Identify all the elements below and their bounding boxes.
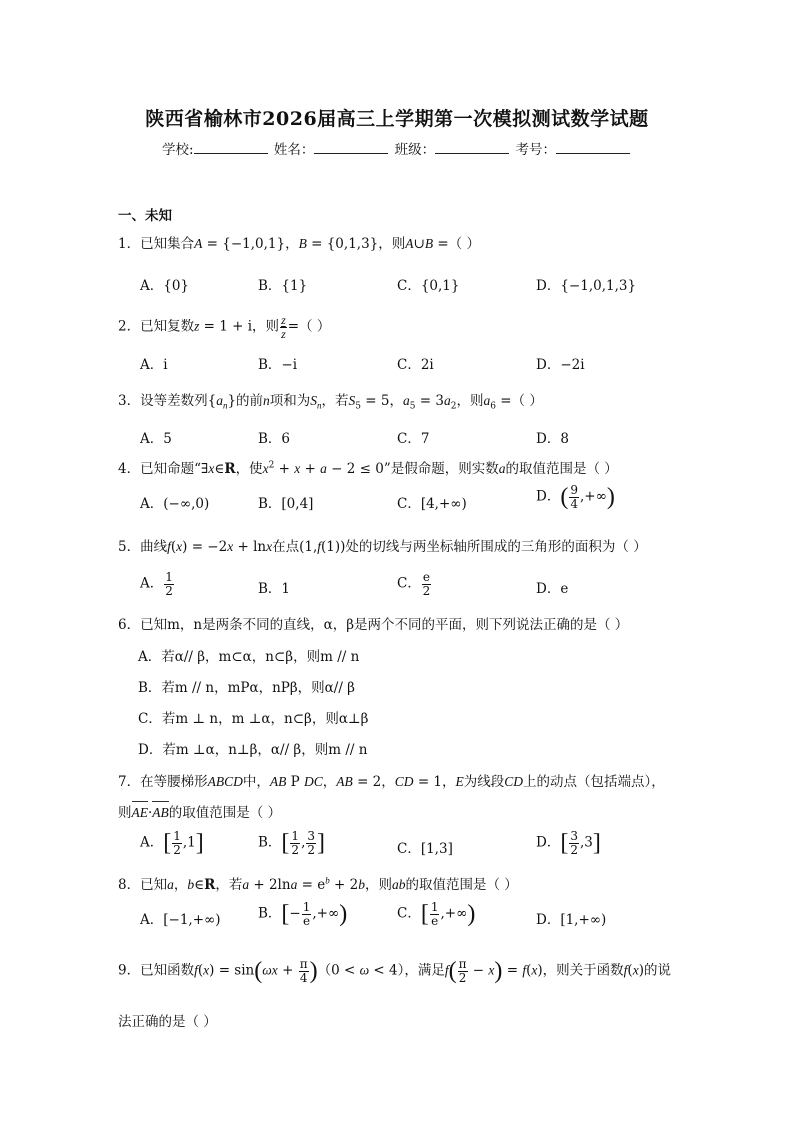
question-9-stem-line2: 法正确的是（ ） (118, 1014, 217, 1030)
class-blank[interactable] (435, 141, 509, 154)
student-info-line (0, 138, 794, 158)
question-7-option-b[interactable]: B．[ $\frac{1}{2}$ , $\frac{3}{2}$ ] (258, 829, 325, 857)
question-1-stem: 1．已知集合A = {−1,0,1}，B = {0,1,3}，则A∪B =（ ） (118, 236, 480, 252)
question-4-stem: 4．已知命题“∃x∈R，使$x^2 + x + a - 2 \le 0$”是假命题，则实数a的取值范围是（ ） (118, 460, 618, 477)
question-8-option-b[interactable]: B．[− $\frac{1}{e}$ ,+∞) (258, 900, 348, 928)
question-5-stem: 5．曲线f(x) = −2x + lnx在点(1,f(1))处的切线与两坐标轴所围成的三角形的面积为（ ） (118, 539, 647, 555)
question-1-option-a[interactable]: A．{0} (140, 278, 190, 294)
school-blank[interactable] (194, 141, 268, 154)
question-3-option-c[interactable]: C．7 (397, 431, 430, 447)
question-1-option-d[interactable]: D．{−1,0,1,3} (536, 278, 637, 294)
question-8-stem: 8．已知a，b∈R，若$a + 2\ln a = e^b + 2b$，则ab的取值范围是（ ） (118, 875, 518, 893)
name-label: 姓名： (273, 142, 315, 158)
question-7-option-c[interactable]: C．[1,3] (397, 841, 453, 857)
question-7-stem: 7．在等腰梯形ABCD中，AB P DC，AB = 2，CD = 1，E为线段CD上的动点（包括端点）， (118, 774, 665, 790)
question-5-option-d[interactable]: D．e (536, 581, 569, 597)
question-4-option-c[interactable]: C．[4,+∞) (397, 496, 467, 512)
question-6-option-c[interactable]: C．若m ⊥ n，m ⊥α，n⊂β，则α⊥β (138, 711, 369, 727)
question-4-option-d[interactable]: D．( $\frac{9}{4}$ ,+∞) (536, 483, 615, 511)
class-label: 班级： (394, 142, 436, 158)
question-4-option-b[interactable]: B．[0,4] (258, 496, 314, 512)
question-3-option-b[interactable]: B．6 (258, 431, 291, 447)
question-3-option-a[interactable]: A．5 (140, 431, 172, 447)
question-1-option-b[interactable]: B．{1} (258, 278, 308, 294)
question-8-option-a[interactable]: A．[−1,+∞) (140, 912, 221, 928)
exam-no-blank[interactable] (556, 141, 630, 154)
question-2-option-a[interactable]: A．i (140, 357, 168, 373)
question-6-option-b[interactable]: B．若m // n，mPα，nPβ，则α// β (138, 680, 355, 696)
page-title: 陕西省榆林市2026届高三上学期第一次模拟测试数学试题 (145, 108, 649, 130)
question-5-option-a[interactable]: A． $\frac{1}{2}$ (140, 570, 173, 598)
question-6-option-d[interactable]: D．若m ⊥α，n⊥β，α// β，则m // n (138, 742, 368, 758)
question-1-option-c[interactable]: C．{0,1} (397, 278, 460, 294)
question-6-option-a[interactable]: A．若α// β，m⊂α，n⊂β，则m // n (138, 649, 360, 665)
exam-no-label: 考号： (515, 142, 556, 158)
question-2-option-d[interactable]: D．−2i (536, 357, 585, 373)
question-2-stem: 2．已知复数z = 1 + i，则 $\frac{z}{z}$ =（ ） (118, 313, 331, 341)
question-4-option-a[interactable]: A．(−∞,0) (140, 496, 210, 512)
question-7-option-a[interactable]: A．[ $\frac{1}{2}$ ,1] (140, 829, 204, 857)
question-8-option-d[interactable]: D．[1,+∞) (536, 912, 607, 928)
question-3-option-d[interactable]: D．8 (536, 431, 569, 447)
question-8-option-c[interactable]: C．[ $\frac{1}{e}$ ,+∞) (397, 900, 476, 928)
question-2-option-c[interactable]: C．2i (397, 357, 434, 373)
question-5-option-b[interactable]: B．1 (258, 581, 291, 597)
section-heading: 一、未知 (118, 208, 172, 224)
school-label: 学校: (162, 142, 194, 158)
question-3-stem: 3．设等差数列$\{a_n\}$的前n项和为$S_n$，若$S_5 = 5$，$a_5 = 3a_2$，则$a_6$ =（ ） (118, 393, 543, 412)
question-6-stem: 6．已知m，n是两条不同的直线，α，β是两个不同的平面，则下列说法正确的是（ ） (118, 617, 629, 633)
question-7-option-d[interactable]: D．[ $\frac{3}{2}$ ,3] (536, 829, 601, 857)
question-9-stem: 9．已知函数f(x) = sin(ωx + $\frac{\pi}{4}$ )（0 < ω < 4），满足f( $\frac{\pi}{2}$ − x) = f(x)，则关于函数f(x)的说 (118, 957, 671, 985)
question-2-option-b[interactable]: B．−i (258, 357, 298, 373)
question-7-stem-line2: 则AE·AB的取值范围是（ ） (118, 805, 282, 821)
question-5-option-c[interactable]: C． $\frac{e}{2}$ (397, 570, 431, 598)
name-blank[interactable] (314, 141, 388, 154)
